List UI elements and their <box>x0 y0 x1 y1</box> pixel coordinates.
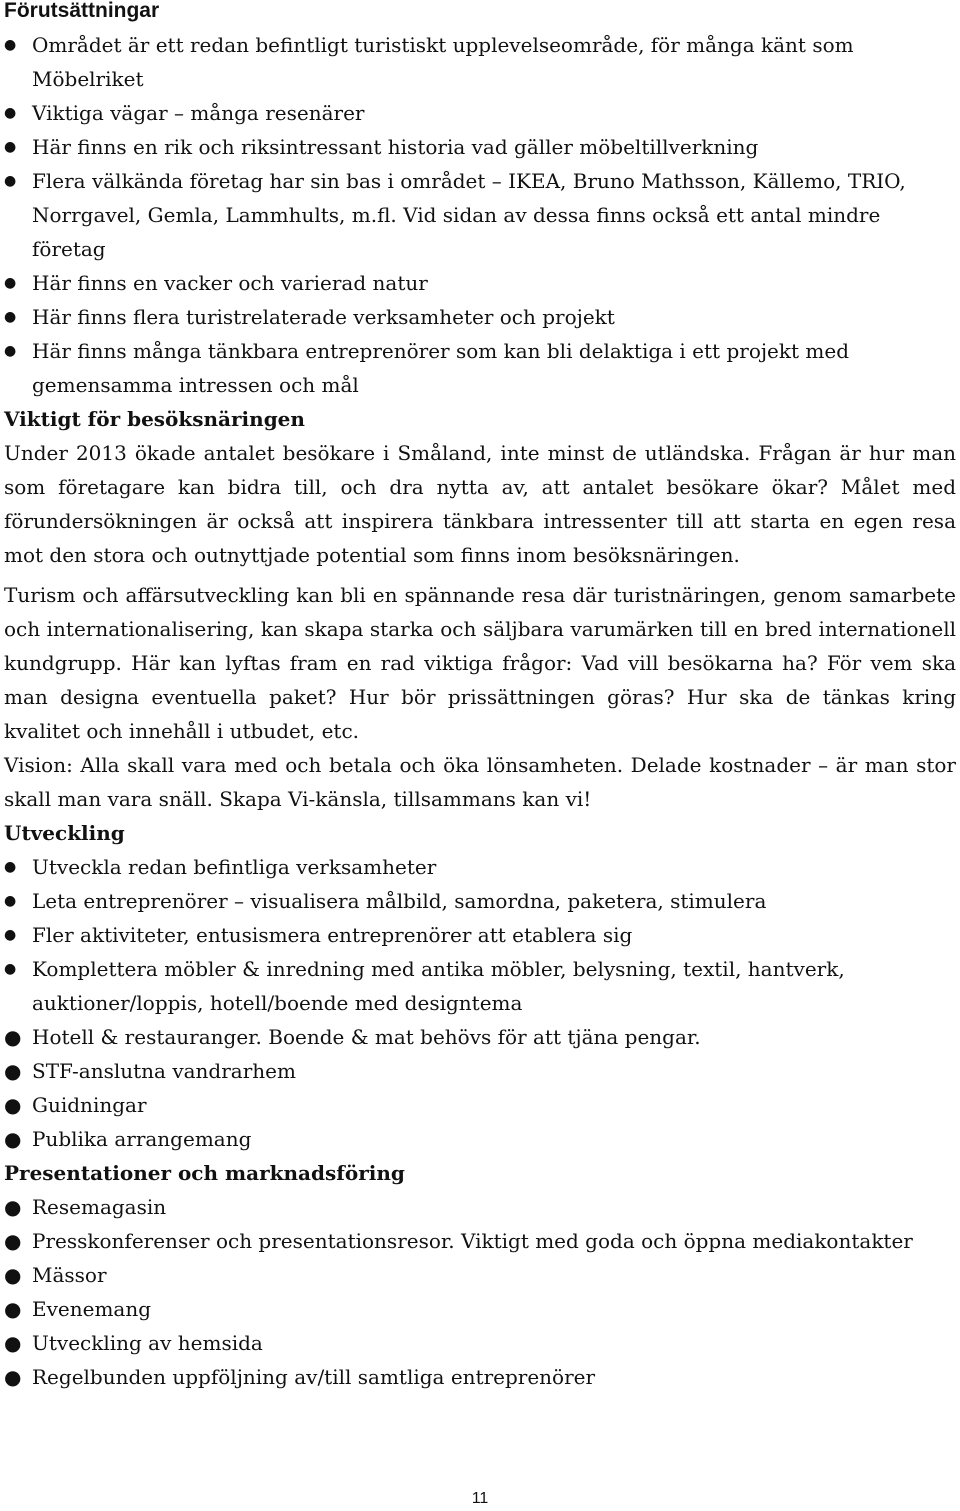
list-item: ● Fler aktiviteter, entusismera entreprenörer att etablera sig <box>4 918 956 952</box>
list-item: ● Området är ett redan befintligt turistiskt upplevelseområde, för många känt som Möbelriket <box>4 28 956 96</box>
list-item: ● Utveckla redan befintliga verksamheter <box>4 850 956 884</box>
list-forutsattningar <box>4 28 956 402</box>
bullet-icon: ● <box>4 343 17 359</box>
list-item: ● Mässor <box>4 1258 956 1292</box>
bullet-icon: ● <box>4 1297 22 1321</box>
bullet-icon: ● <box>4 1331 22 1355</box>
list-item: ● Här finns många tänkbara entreprenörer som kan bli delaktiga i ett projekt med gemensamma intressen och mål <box>4 334 956 402</box>
bullet-icon: ● <box>4 1025 22 1049</box>
heading-viktigt-for-besoksnaringen: Viktigt för besöksnäringen <box>4 407 305 431</box>
list-utveckling <box>4 850 956 1156</box>
bullet-icon: ● <box>4 1127 22 1151</box>
list-item: ● Viktiga vägar – många resenärer <box>4 96 956 130</box>
paragraph: Vision: Alla skall vara med och betala och öka lönsamheten. Delade kostnader – är man stor skall man vara snäll. Skapa Vi-känsla, tillsammans kan vi! <box>4 753 956 811</box>
list-item: ● Utveckling av hemsida <box>4 1326 956 1360</box>
list-item: ● Här finns en rik och riksintressant historia vad gäller möbeltillverkning <box>4 130 956 164</box>
bullet-icon: ● <box>4 1263 22 1287</box>
list-item: ● Guidningar <box>4 1088 956 1122</box>
bullet-icon: ● <box>4 105 17 121</box>
list-item: ● Resemagasin <box>4 1190 956 1224</box>
list-item: ● Flera välkända företag har sin bas i området – IKEA, Bruno Mathsson, Källemo, TRIO, Norrgavel, Gemla, Lammhults, m.fl. Vid sidan av dessa finns också ett antal mindre företag <box>4 164 956 266</box>
bullet-icon: ● <box>4 173 17 189</box>
list-item: ● Evenemang <box>4 1292 956 1326</box>
bullet-icon: ● <box>4 275 17 291</box>
list-item: ● Regelbunden uppföljning av/till samtliga entreprenörer <box>4 1360 956 1394</box>
bullet-icon: ● <box>4 859 17 875</box>
heading-utveckling: Utveckling <box>4 821 125 845</box>
document-page <box>4 0 956 1394</box>
bullet-icon: ● <box>4 927 17 943</box>
heading-presentationer-och-marknadsforing: Presentationer och marknadsföring <box>4 1161 405 1185</box>
list-item: ● STF-anslutna vandrarhem <box>4 1054 956 1088</box>
bullet-icon: ● <box>4 1195 22 1219</box>
bullet-icon: ● <box>4 1365 22 1389</box>
list-item: ● Här finns flera turistrelaterade verksamheter och projekt <box>4 300 956 334</box>
list-item: ● Komplettera möbler & inredning med antika möbler, belysning, textil, hantverk, auktioner/loppis, hotell/boende med designtema <box>4 952 956 1020</box>
bullet-icon: ● <box>4 1093 22 1117</box>
bullet-icon: ● <box>4 309 17 325</box>
heading-forutsattningar: Förutsättningar <box>4 0 160 22</box>
bullet-icon: ● <box>4 1229 22 1253</box>
page-number: 11 <box>471 1490 489 1507</box>
bullet-icon: ● <box>4 37 17 53</box>
bullet-icon: ● <box>4 893 17 909</box>
list-item: ● Publika arrangemang <box>4 1122 956 1156</box>
paragraph: Under 2013 ökade antalet besökare i Småland, inte minst de utländska. Frågan är hur man som företagare kan bidra till, och dra nytta av, att antalet besökare ökar? Målet med förundersökningen är också att inspirera tänkbara intressenter till att starta en egen resa mot den stora och outnyttjade potential som finns inom besöksnäringen. <box>4 441 956 567</box>
list-item: ● Hotell & restauranger. Boende & mat behövs för att tjäna pengar. <box>4 1020 956 1054</box>
bullet-icon: ● <box>4 1059 22 1083</box>
paragraph: Turism och affärsutveckling kan bli en spännande resa där turistnäringen, genom samarbete och internationalisering, kan skapa starka och säljbara varumärken till en bred internationell kundgrupp. Här kan lyftas fram en rad viktiga frågor: Vad vill besökarna ha? För vem ska man designa eventuella paket? Hur bör prissättningen göras? Hur ska de tänkas kring kvalitet och innehåll i utbudet, etc. <box>4 583 956 743</box>
list-presentationer <box>4 1190 956 1394</box>
bullet-icon: ● <box>4 961 17 977</box>
bullet-icon: ● <box>4 139 17 155</box>
list-item: ● Här finns en vacker och varierad natur <box>4 266 956 300</box>
list-item: ● Leta entreprenörer – visualisera målbild, samordna, paketera, stimulera <box>4 884 956 918</box>
list-item: ● Presskonferenser och presentationsresor. Viktigt med goda och öppna mediakontakter <box>4 1224 956 1258</box>
